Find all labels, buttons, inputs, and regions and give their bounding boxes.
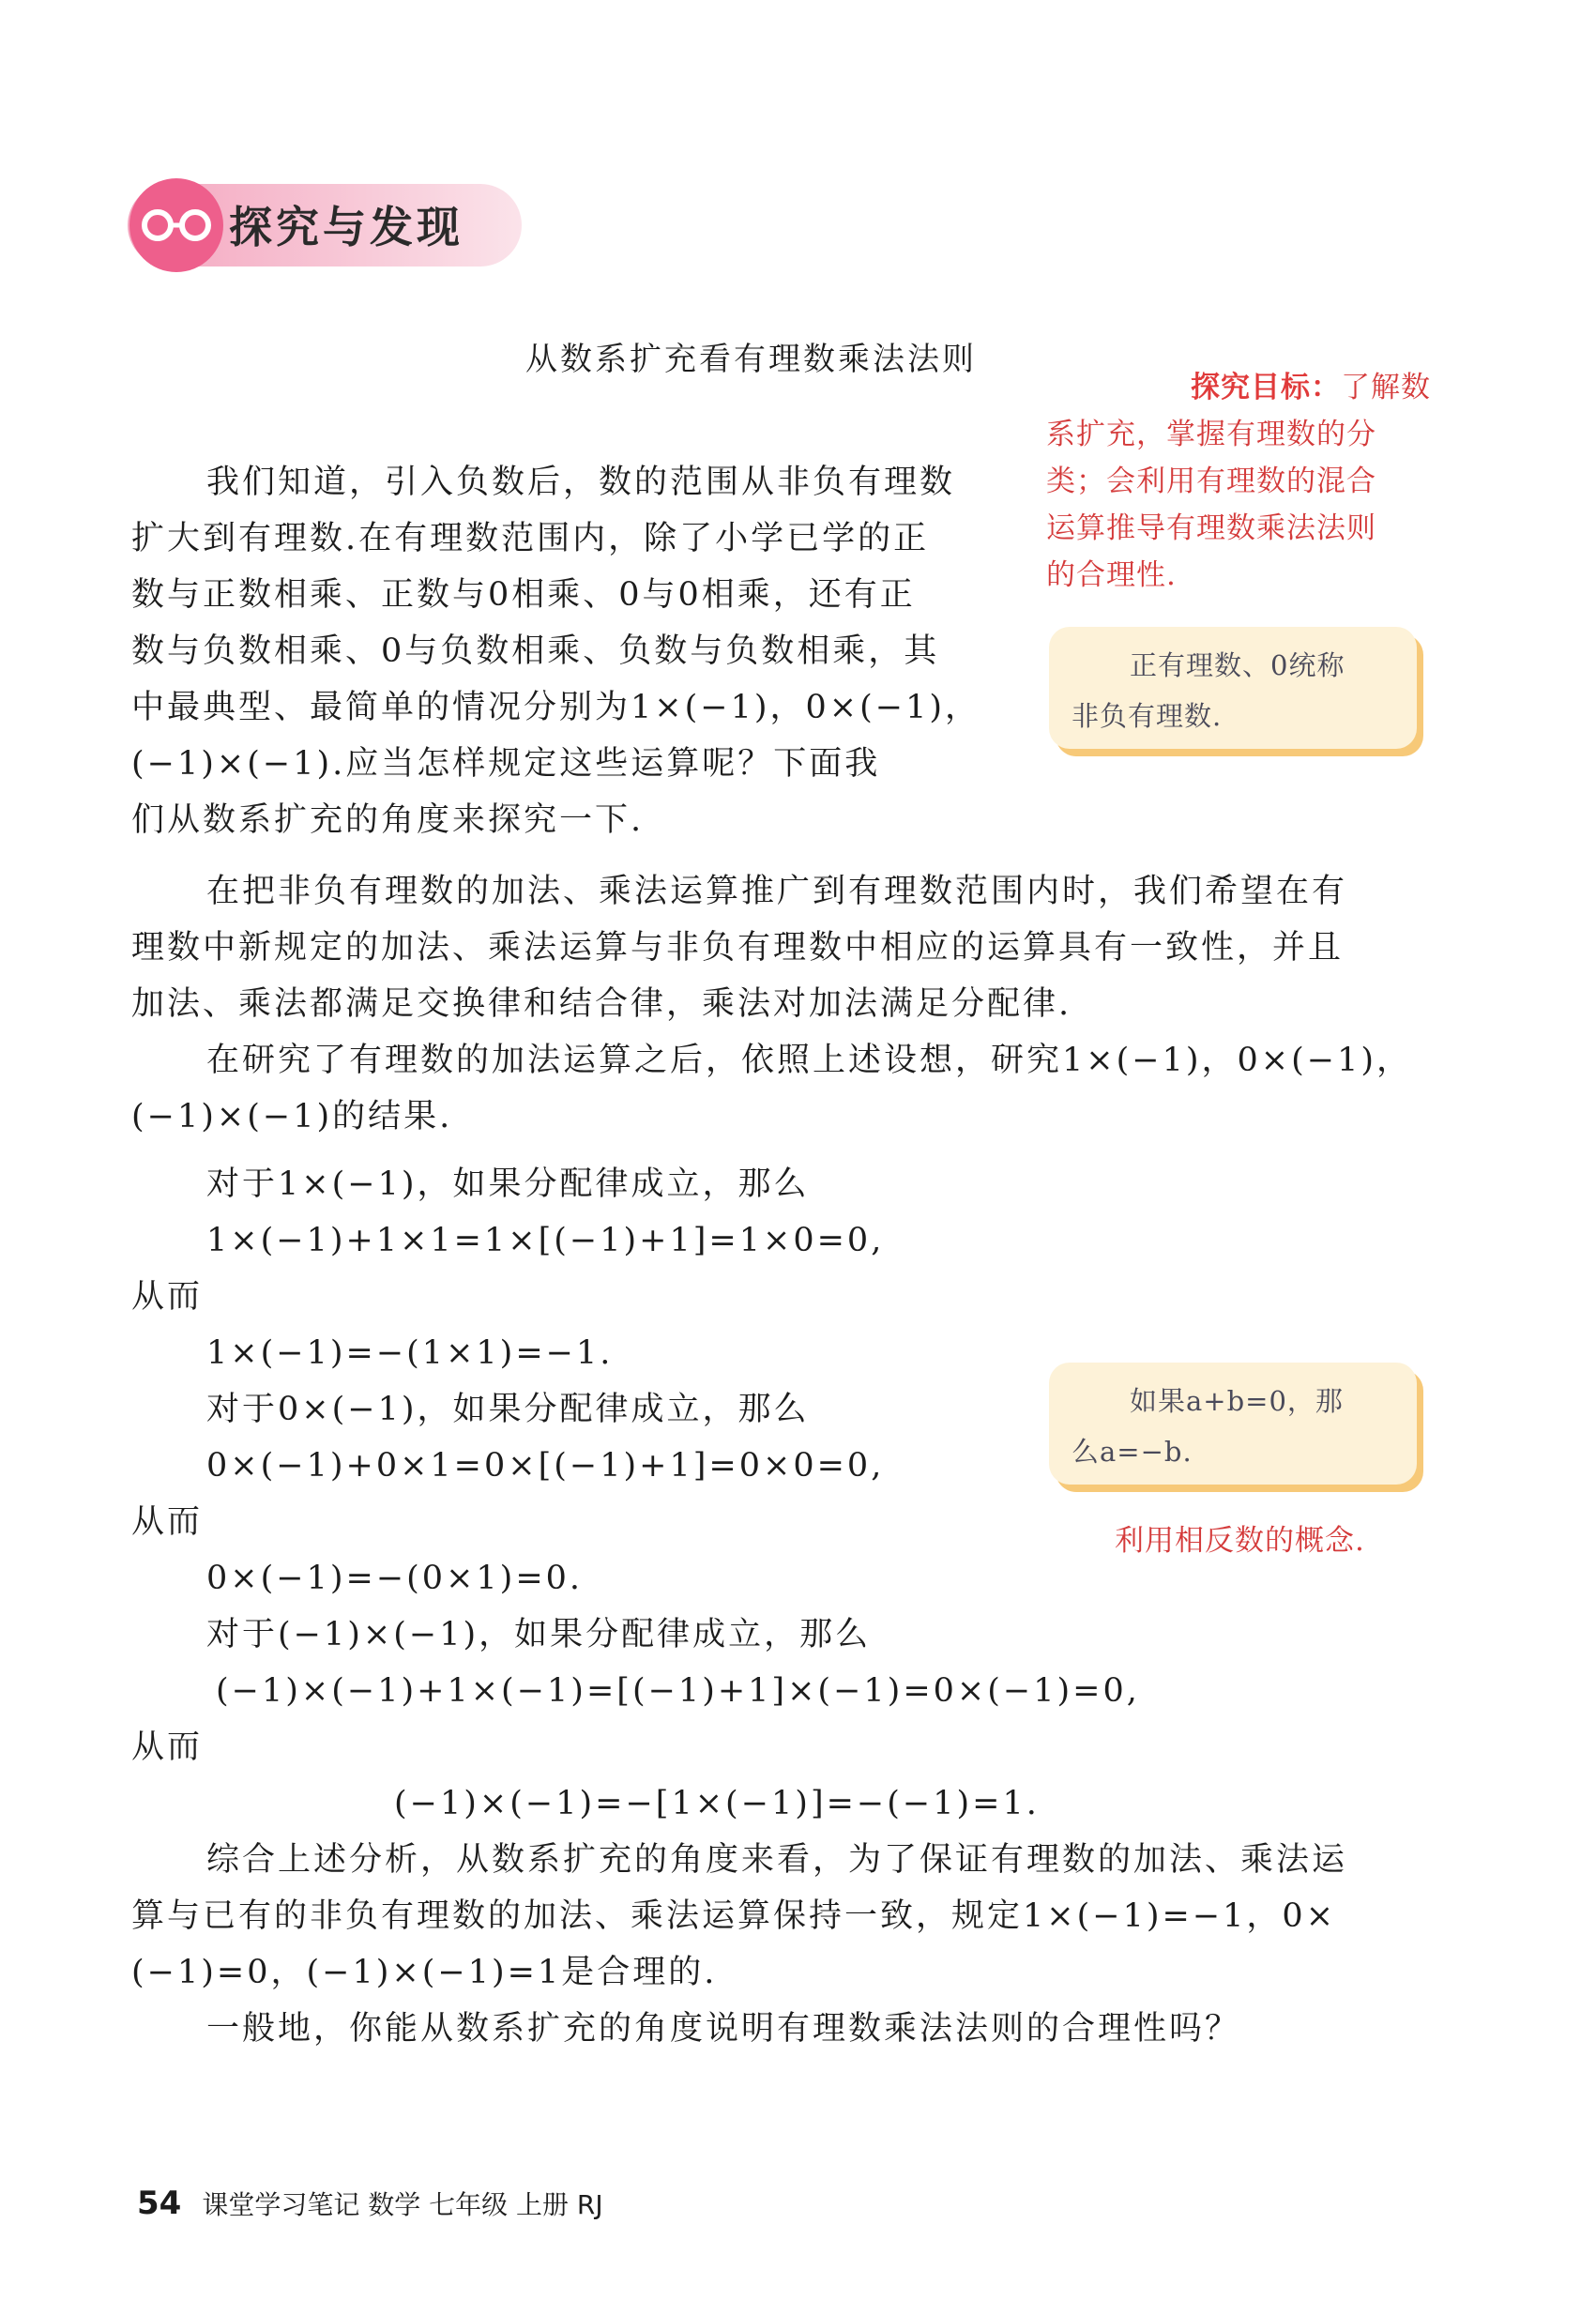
equation: 1×(−1)=−(1×1)=−1.: [206, 1334, 614, 1372]
article-title: 从数系扩充看有理数乘法法则: [525, 341, 977, 378]
page-number: 54: [137, 2185, 182, 2222]
goal-text: 运算推导有理数乘法法则: [1046, 511, 1376, 545]
body-line: (−1)×(−1).应当怎样规定这些运算呢？下面我: [131, 745, 881, 783]
equation: (−1)×(−1)=−[1×(−1)]=−(−1)=1.: [394, 1785, 1040, 1822]
glasses-icon: [129, 178, 223, 272]
equation: (−1)×(−1)+1×(−1)=[(−1)+1]×(−1)=0×(−1)=0,: [216, 1672, 1140, 1710]
note-text: 如果a+b=0，那: [1130, 1385, 1344, 1417]
body-line: 一般地，你能从数系扩充的角度说明有理数乘法法则的合理性吗？: [206, 2010, 1241, 2048]
note-text: 么a=−b.: [1072, 1436, 1193, 1468]
body-line: 们从数系扩充的角度来探究一下.: [131, 801, 645, 839]
body-line: 理数中新规定的加法、乘法运算与非负有理数中相应的运算具有一致性，并且: [131, 929, 1345, 967]
equation: 0×(−1)=−(0×1)=0.: [206, 1560, 584, 1597]
body-line: 数与正数相乘、正数与0相乘、0与0相乘，还有正: [131, 576, 916, 614]
goal-text: 系扩充，掌握有理数的分: [1046, 418, 1376, 451]
body-line: 算与已有的非负有理数的加法、乘法运算保持一致，规定1×(−1)=−1，0×: [131, 1897, 1337, 1935]
body-line: 在把非负有理数的加法、乘法运算推广到有理数范围内时，我们希望在有: [206, 873, 1348, 910]
equation: 0×(−1)+0×1=0×[(−1)+1]=0×0=0,: [206, 1447, 885, 1485]
book-info: 课堂学习笔记 数学 七年级 上册 RJ: [202, 2189, 603, 2220]
goal-label: 探究目标：: [1191, 371, 1341, 404]
exploration-goal: [1046, 364, 1431, 599]
body-line: 对于1×(−1)，如果分配律成立，那么: [206, 1165, 810, 1203]
body-line: 在研究了有理数的加法运算之后，依照上述设想，研究1×(−1)，0×(−1)，: [206, 1042, 1412, 1079]
side-note-box: [1049, 1363, 1417, 1485]
body-line: 从而: [131, 1278, 204, 1316]
body-line: 扩大到有理数.在有理数范围内，除了小学已学的正: [131, 520, 930, 557]
body-line: (−1)=0，(−1)×(−1)=1是合理的.: [131, 1954, 718, 1991]
body-line: 加法、乘法都满足交换律和结合律，乘法对加法满足分配律.: [131, 985, 1072, 1023]
equation: 1×(−1)+1×1=1×[(−1)+1]=1×0=0,: [206, 1222, 885, 1259]
section-title: 探究与发现: [229, 202, 464, 252]
side-note-red: 利用相反数的概念.: [1115, 1524, 1365, 1558]
note-text: 正有理数、0统称: [1130, 649, 1345, 681]
body-line: (−1)×(−1)的结果.: [131, 1098, 453, 1135]
body-line: 对于0×(−1)，如果分配律成立，那么: [206, 1391, 810, 1428]
goal-text: 类；会利用有理数的混合: [1046, 465, 1376, 498]
side-note-box: [1049, 627, 1417, 749]
goal-text: 的合理性.: [1046, 558, 1177, 592]
body-line: 从而: [131, 1503, 204, 1541]
body-line: 综合上述分析，从数系扩充的角度来看，为了保证有理数的加法、乘法运: [206, 1841, 1348, 1879]
body-line: 对于(−1)×(−1)，如果分配律成立，那么: [206, 1616, 872, 1653]
body-line: 我们知道，引入负数后，数的范围从非负有理数: [206, 464, 956, 501]
page-footer: [137, 2185, 603, 2222]
note-text: 非负有理数.: [1072, 700, 1223, 732]
body-line: 中最典型、最简单的情况分别为1×(−1)，0×(−1)，: [131, 689, 980, 726]
body-line: 从而: [131, 1729, 204, 1766]
goal-text: 了解数: [1341, 371, 1431, 404]
body-line: 数与负数相乘、0与负数相乘、负数与负数相乘，其: [131, 632, 940, 670]
